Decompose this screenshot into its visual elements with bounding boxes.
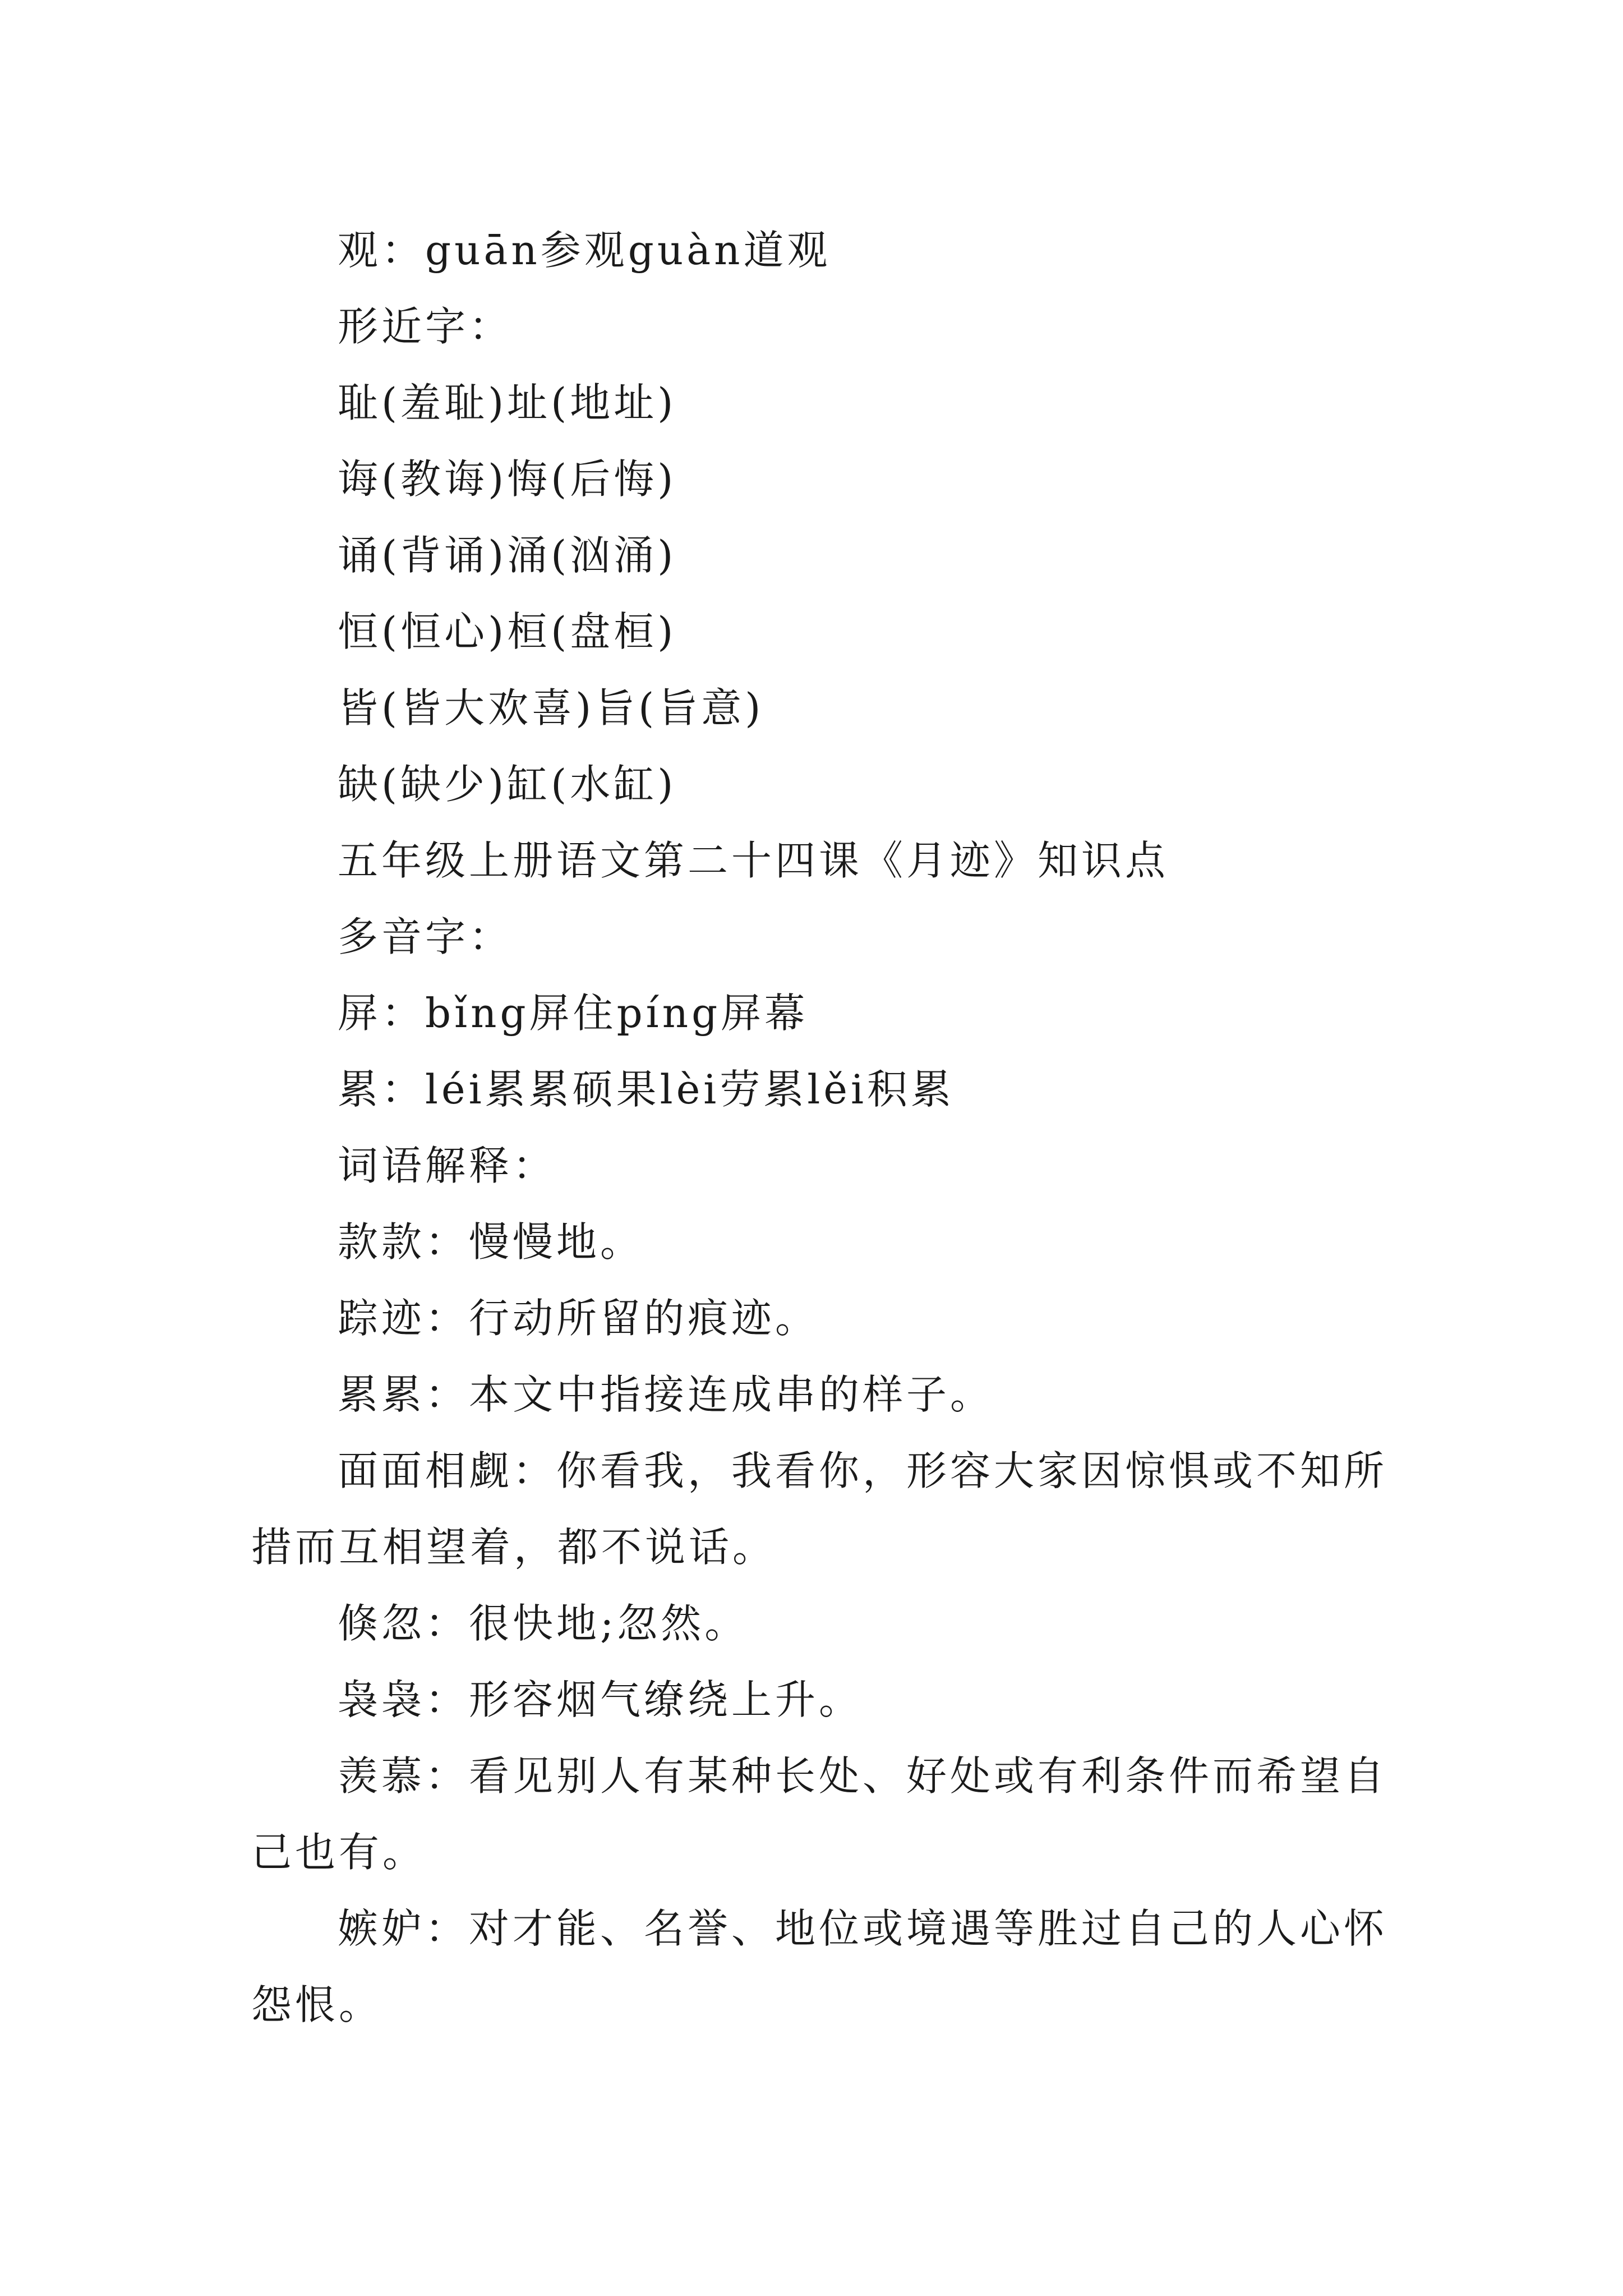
paragraph-similar-song-yong: 诵(背诵)涌(汹涌) <box>338 532 677 579</box>
paragraph-word-leilei: 累累：本文中指接连成串的样子。 <box>338 1371 994 1418</box>
paragraph-word-xianmu: 羡慕：看见别人有某种长处、好处或有利条件而希望自己也有。 <box>251 1752 1388 1876</box>
paragraph-word-mianmianxiangqu: 面面相觑：你看我，我看你，形容大家因惊惧或不知所措而互相望着，都不说话。 <box>251 1447 1388 1571</box>
heading-word-explanations: 词语解释： <box>338 1142 557 1189</box>
paragraph-word-zongji: 踪迹：行动所留的痕迹。 <box>338 1295 819 1342</box>
paragraph-similar-chi-zhi: 耻(羞耻)址(地址) <box>338 379 677 426</box>
section-title-lesson-24: 五年级上册语文第二十四课《月迹》知识点 <box>338 837 1169 884</box>
paragraph-similar-que-gang: 缺(缺少)缸(水缸) <box>338 761 677 808</box>
paragraph-word-shuhu: 倏忽：很快地;忽然。 <box>338 1600 749 1647</box>
paragraph-word-niaoniao: 袅袅：形容烟气缭绕上升。 <box>338 1676 863 1723</box>
paragraph-similar-hui: 诲(教诲)悔(后悔) <box>338 455 677 503</box>
document-body <box>251 212 1390 2043</box>
paragraph-similar-jie-zhi: 皆(皆大欢喜)旨(旨意) <box>338 684 764 731</box>
heading-similar-characters: 形近字： <box>338 303 513 350</box>
paragraph-word-kuankuan: 款款：慢慢地。 <box>338 1218 644 1266</box>
paragraph-polyphone-guan: 观：guān参观guàn道观 <box>338 227 831 274</box>
paragraph-similar-heng-huan: 恒(恒心)桓(盘桓) <box>338 608 677 655</box>
paragraph-polyphone-ping: 屏：bǐng屏住píng屏幕 <box>338 990 809 1037</box>
paragraph-polyphone-lei: 累：léi累累硕果lèi劳累lěi积累 <box>338 1066 955 1113</box>
paragraph-word-jidu: 嫉妒：对才能、名誉、地位或境遇等胜过自己的人心怀怨恨。 <box>251 1905 1388 2028</box>
heading-polyphones: 多音字： <box>338 913 513 960</box>
